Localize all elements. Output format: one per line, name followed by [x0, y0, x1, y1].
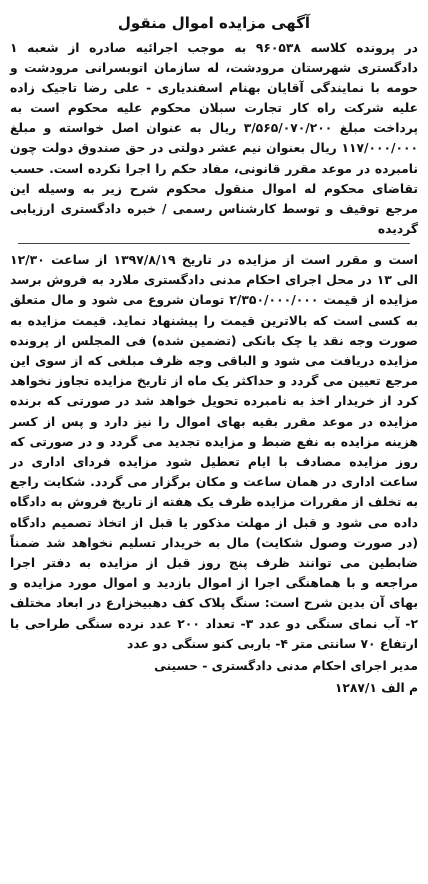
section-divider [18, 243, 410, 244]
reference-number: م الف ۱۲۸۷/۱ [334, 681, 418, 695]
notice-paragraph-top: در پرونده کلاسه ۹۶۰۵۳۸ به موجب اجرائیه صادره از شعبه ۱ دادگستری شهرستان مرودشت، له سازمان اتوبسرانی مرودشت و حومه با نمایندگی آقایان بهنام اسفندیاری - علی رضا تاجیک زاده علیه شرکت راه کار تجارت سبلان محکوم علیه محکوم است به پرداخت مبلغ ۳/۵۶۵/۰۷۰/۲۰۰ ریال به عنوان اصل خواسته و مبلغ ۱۱۷/۰۰۰/۰۰۰ ریال بعنوان نیم عشر دولتی در حق صندوق دولت چون نامبرده در موعد مقرر قانونی، مفاد حکم را اجرا نکرده است. حسب تقاضای محکوم له اموال منقول محکوم شرح زیر به وسیله این مرجع توقیف و توسط کارشناس رسمی / خبره دادگستری ارزیابی گردیده [10, 41, 418, 236]
notice-title: آگهی مزایده اموال منقول [117, 14, 311, 32]
notice-paragraph-bottom: است و مقرر است از مزایده در تاریخ ۱۳۹۷/۸/۱۹ از ساعت ۱۲/۳۰ الی ۱۳ در محل اجرای احکام مدنی دادگستری ملارد به فروش برسد مزایده از قیمت ۲/۳۵۰/۰۰۰/۰۰۰ تومان شروع می شود و مال متعلق به کسی است که بالاترین قیمت را پیشنهاد نماید. قیمت مزایده به صورت وجه نقد یا چک بانکی (تضمین شده) فی المجلس از پرونده مزایده دریافت می شود و الباقی وجه ظرف مبلغی که از سوی این مرجع تعیین می گردد و حداکثر یک ماه از تاریخ مزایده تجاوز نخواهد کرد از خریدار اخذ به نامبرده تحویل خواهد شد در صورتی که برنده مزایده در موعد مقرر بقیه بهای اموال را نیز دارد و پس از کسر هزینه مزایده به نفع ضبط و مزایده تجدید می گردد و در صورتی که روز مزایده مصادف با ایام تعطیل شود مزایده فردای اداری در ساعت اداری در همان ساعت و مکان برگزار می گردد. شکایت راجع به تخلف از مقررات مزایده ظرف یک هفته از تاریخ فروش به دادگاه داده می شود و قبل از مهلت مذکور یا قبل از اتخاذ تصمیم دادگاه (در صورت وصول شکایت) مال به خریدار تسلیم نخواهد شد ضمناً ضابطین می توانند ظرف پنج روز قبل از مزایده به دفتر اجرا مراجعه و با هماهنگی اجرا از اموال بازدید و اموال مورد مزایده و بهای آن بدین شرح است: سنگ پلاک کف دهبیخزارع در ابعاد مختلف ۲- آب نمای سنگی دو عدد ۳- تعداد ۲۰۰ عدد نرده سنگی طراحی با ارتفاع ۷۰ سانتی متر ۴- باربی کنو سنگی دو عدد [10, 251, 419, 651]
signature-line: مدیر اجرای احکام مدنی دادگستری - حسینی [154, 659, 418, 673]
